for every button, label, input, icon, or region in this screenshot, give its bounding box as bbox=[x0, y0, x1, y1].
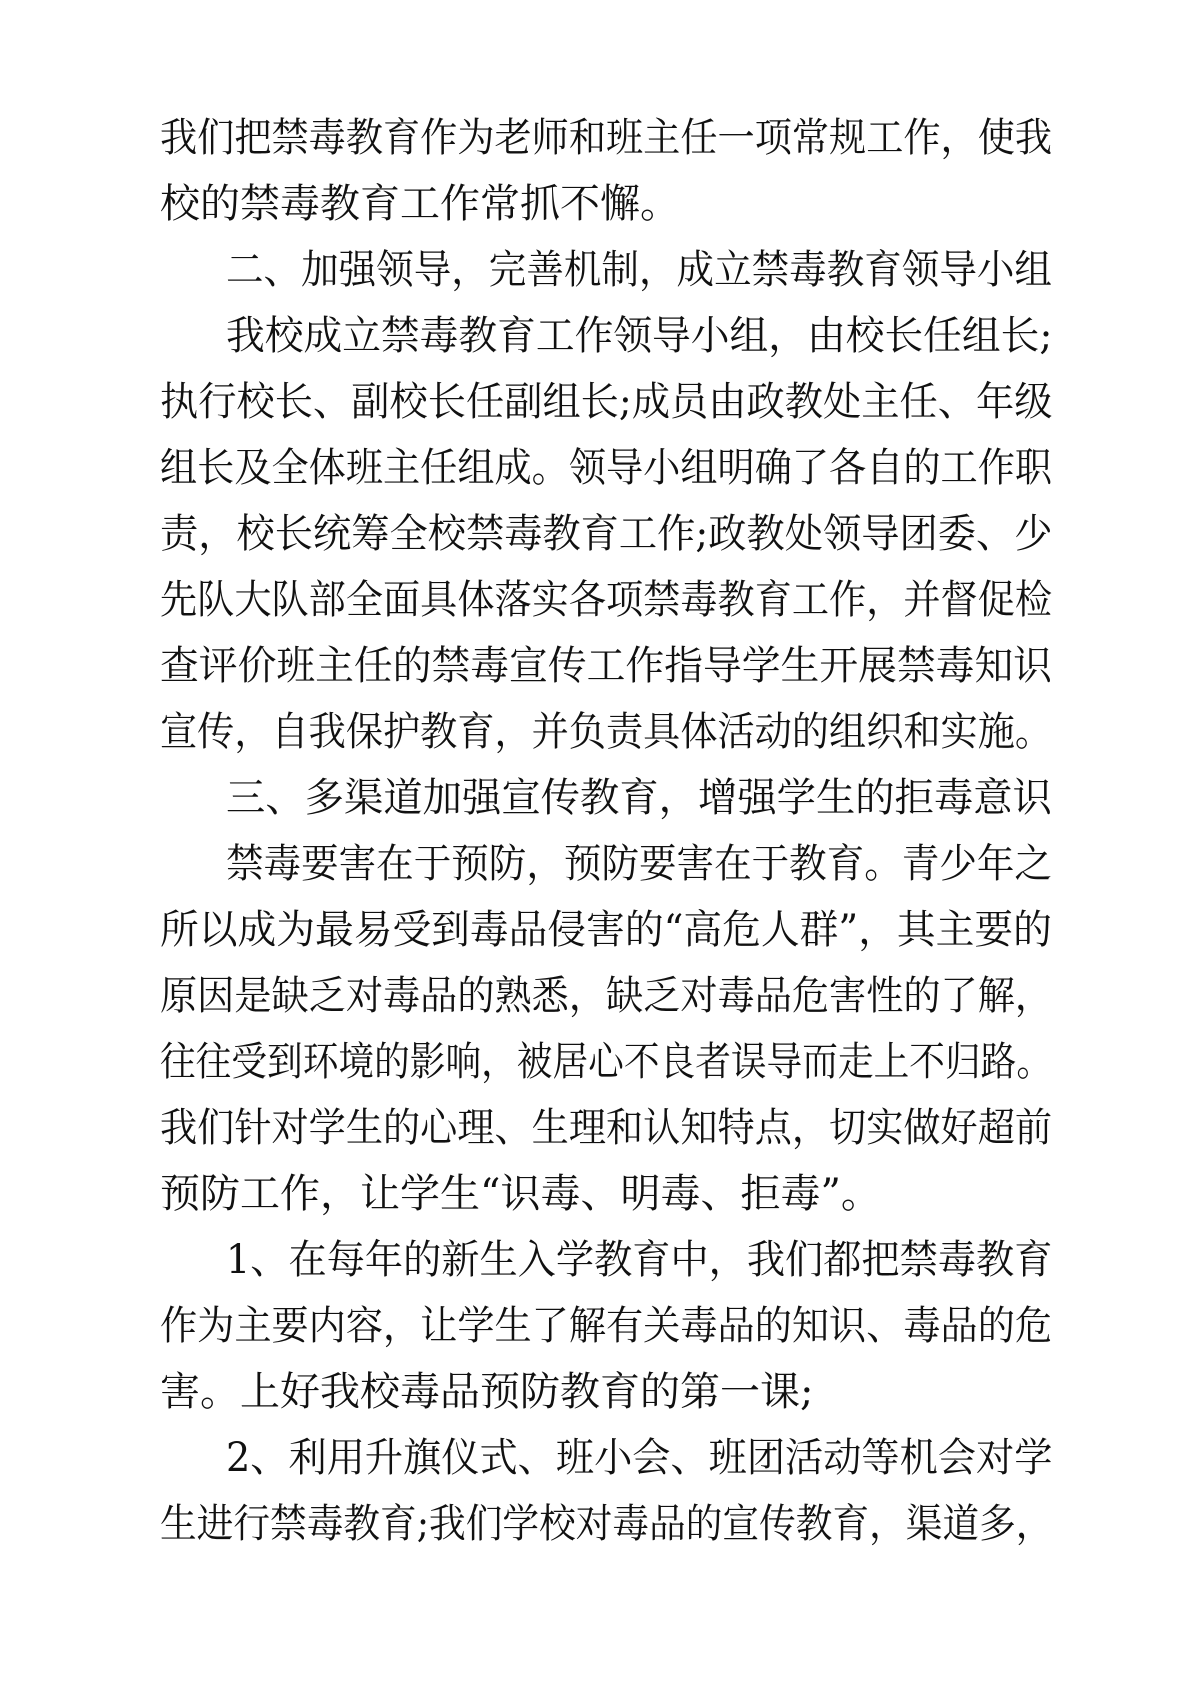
text-line: 我们把禁毒教育作为老师和班主任一项常规工作，使我 bbox=[160, 115, 1053, 161]
text-line: 先队大队部全面具体落实各项禁毒教育工作，并督促检 bbox=[160, 577, 1053, 623]
text-line: 原因是缺乏对毒品的熟悉，缺乏对毒品危害性的了解， bbox=[160, 973, 1053, 1019]
list-item-2: 2、利用升旗仪式、班小会、班团活动等机会对学 bbox=[226, 1435, 1053, 1481]
text-line: 所以成为最易受到毒品侵害的“高危人群”，其主要的 bbox=[160, 907, 1052, 953]
text-line: 预防工作，让学生“识毒、明毒、拒毒”。 bbox=[160, 1171, 881, 1217]
text-line: 校的禁毒教育工作常抓不懈。 bbox=[160, 181, 680, 227]
section-heading: 三、多渠道加强宣传教育，增强学生的拒毒意识 bbox=[226, 775, 1052, 821]
text-line: 查评价班主任的禁毒宣传工作指导学生开展禁毒知识 bbox=[160, 643, 1053, 689]
text-line: 禁毒要害在于预防，预防要害在于教育。青少年之 bbox=[226, 841, 1052, 887]
text-line: 害。上好我校毒品预防教育的第一课; bbox=[160, 1369, 814, 1415]
text-line: 生进行禁毒教育;我们学校对毒品的宣传教育，渠道多， bbox=[160, 1501, 1053, 1547]
text-line: 宣传，自我保护教育，并负责具体活动的组织和实施。 bbox=[160, 709, 1053, 755]
text-line: 往往受到环境的影响，被居心不良者误导而走上不归路。 bbox=[160, 1039, 1052, 1085]
text-line: 我校成立禁毒教育工作领导小组，由校长任组长; bbox=[226, 313, 1053, 359]
list-item-1: 1、在每年的新生入学教育中，我们都把禁毒教育 bbox=[226, 1237, 1053, 1283]
text-line: 责，校长统筹全校禁毒教育工作;政教处领导团委、少 bbox=[160, 511, 1053, 557]
text-line: 我们针对学生的心理、生理和认知特点，切实做好超前 bbox=[160, 1105, 1053, 1151]
text-line: 执行校长、副校长任副组长;成员由政教处主任、年级 bbox=[160, 379, 1053, 425]
text-line: 作为主要内容，让学生了解有关毒品的知识、毒品的危 bbox=[160, 1303, 1053, 1349]
section-heading: 二、加强领导，完善机制，成立禁毒教育领导小组 bbox=[226, 247, 1052, 293]
text-line: 组长及全体班主任组成。领导小组明确了各自的工作职 bbox=[160, 445, 1053, 491]
